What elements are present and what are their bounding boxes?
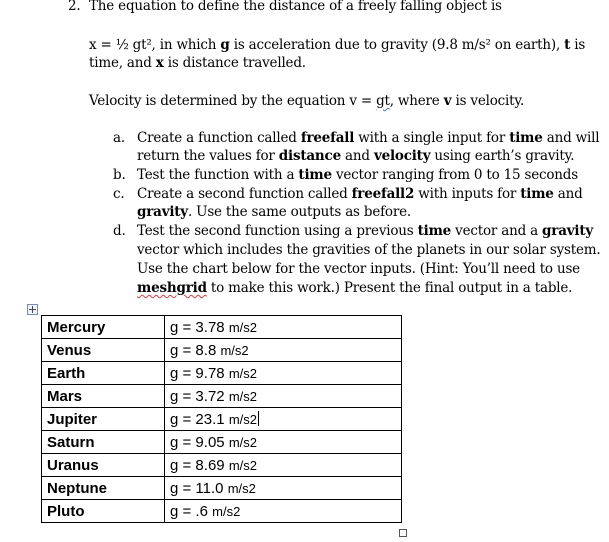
gravity-value[interactable]: g = 9.78 m/s2 (165, 362, 402, 385)
velocity-line: Velocity is determined by the equation v = gt, where v is velocity. (89, 93, 525, 109)
planet-name[interactable]: Jupiter (42, 408, 165, 431)
table-row (42, 385, 402, 408)
item-c-line-2: gravity. Use the same outputs as before. (137, 204, 411, 220)
table-row (42, 408, 402, 431)
item-c-letter: c. (113, 186, 125, 202)
table-row (42, 454, 402, 477)
problem-intro: The equation to define the distance of a freely falling object is (89, 0, 502, 14)
resize-handle-icon[interactable] (399, 529, 407, 537)
problem-number: 2. (68, 0, 81, 14)
item-b-line-1: Test the function with a time vector ranging from 0 to 15 seconds (137, 167, 578, 183)
item-d-line-3: Use the chart below for the vector inputs. (Hint: You’ll need to use (137, 261, 580, 277)
item-b-letter: b. (113, 167, 126, 183)
table-row (42, 477, 402, 500)
gravity-value[interactable]: g = 3.78 m/s2 (165, 316, 402, 339)
item-a-line-2: return the values for distance and velocity using earth’s gravity. (137, 148, 575, 164)
planet-name[interactable]: Pluto (42, 500, 165, 523)
table-row (42, 316, 402, 339)
item-d-letter: d. (113, 223, 126, 239)
gravity-value[interactable]: g = 8.69 m/s2 (165, 454, 402, 477)
table-row (42, 362, 402, 385)
item-a-letter: a. (113, 130, 125, 146)
table-row (42, 431, 402, 454)
planet-name[interactable]: Uranus (42, 454, 165, 477)
equation-line-1: x = ½ gt², in which g is acceleration due to gravity (9.8 m/s² on earth), t is (89, 37, 586, 53)
planet-name[interactable]: Mars (42, 385, 165, 408)
gravity-value[interactable]: g = 9.05 m/s2 (165, 431, 402, 454)
planet-name[interactable]: Saturn (42, 431, 165, 454)
equation-line-2: time, and x is distance travelled. (89, 55, 306, 71)
text-cursor (258, 411, 259, 426)
gravity-value[interactable]: g = 8.8 m/s2 (165, 339, 402, 362)
gravity-value[interactable]: g = .6 m/s2 (165, 500, 402, 523)
item-a-line-1: Create a function called freefall with a single input for time and will (137, 130, 600, 146)
move-handle-icon[interactable] (27, 304, 38, 315)
gravity-value[interactable]: g = 11.0 m/s2 (165, 477, 402, 500)
table-row (42, 500, 402, 523)
planet-name[interactable]: Earth (42, 362, 165, 385)
item-d-line-4: meshgrid to make this work.) Present the final output in a table. (137, 280, 573, 296)
planet-name[interactable]: Venus (42, 339, 165, 362)
planet-name[interactable]: Mercury (42, 316, 165, 339)
table-row (42, 339, 402, 362)
item-d-line-1: Test the second function using a previous time vector and a gravity (137, 223, 593, 239)
planet-gravity-table (41, 315, 402, 523)
planet-name[interactable]: Neptune (42, 477, 165, 500)
item-d-line-2: vector which includes the gravities of the planets in our solar system. (137, 242, 601, 258)
item-c-line-1: Create a second function called freefall2 with inputs for time and (137, 186, 583, 202)
gravity-value[interactable]: g = 23.1 m/s2 (165, 408, 402, 431)
gravity-value[interactable]: g = 3.72 m/s2 (165, 385, 402, 408)
